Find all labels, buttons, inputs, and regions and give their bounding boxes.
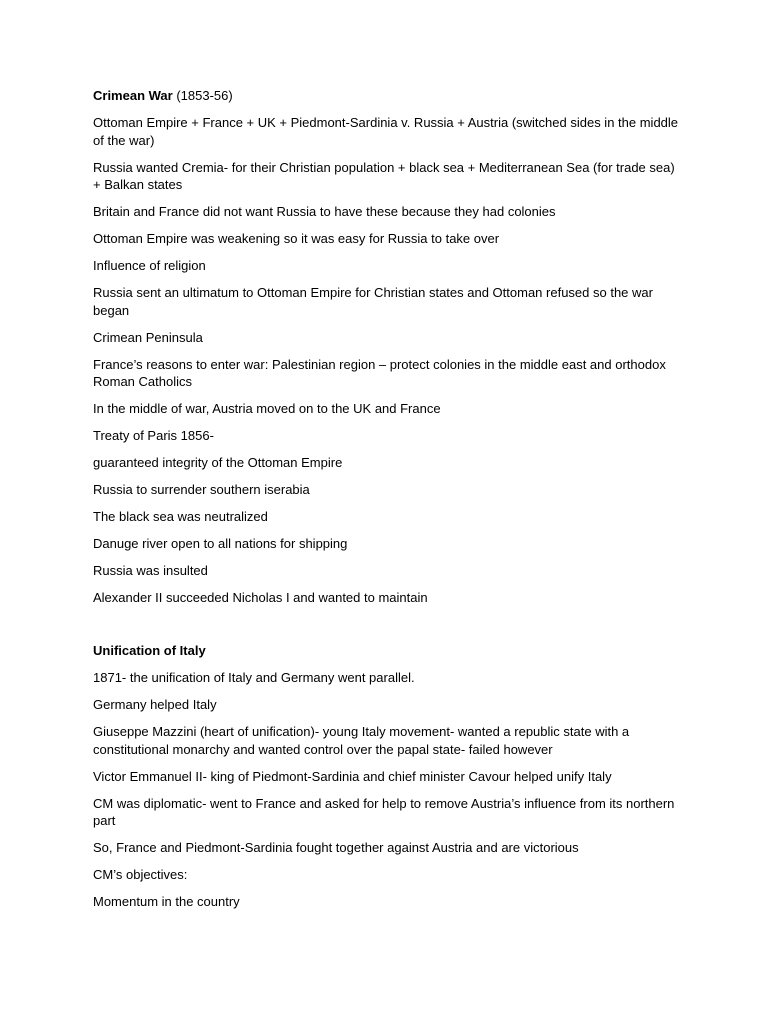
document-page	[93, 87, 683, 920]
paragraph: The black sea was neutralized	[93, 509, 268, 524]
paragraph: Momentum in the country	[93, 894, 240, 909]
paragraph: Giuseppe Mazzini (heart of unification)- young Italy movement- wanted a republic state with a constitutional monarchy and wanted control over the papal state- failed however	[93, 724, 630, 757]
paragraph: In the middle of war, Austria moved on to the UK and France	[93, 401, 441, 416]
paragraph: CM’s objectives:	[93, 867, 188, 882]
paragraph: CM was diplomatic- went to France and asked for help to remove Austria’s influence from its northern part	[93, 795, 675, 828]
paragraph: Danuge river open to all nations for shipping	[93, 536, 348, 551]
paragraph: Crimean Peninsula	[93, 329, 203, 345]
paragraph: Russia was insulted	[93, 563, 208, 578]
paragraph: France’s reasons to enter war: Palestinian region – protect colonies in the middle east and orthodox Roman Catholics	[93, 356, 666, 389]
paragraph: guaranteed integrity of the Ottoman Empire	[93, 455, 343, 470]
section-title: Crimean War	[93, 88, 173, 103]
paragraph: Victor Emmanuel II- king of Piedmont-Sardinia and chief minister Cavour helped unify Italy	[93, 768, 612, 784]
section-heading-unification-of-italy	[93, 642, 683, 660]
paragraph: Germany helped Italy	[93, 697, 217, 712]
paragraph: Britain and France did not want Russia to have these because they had colonies	[93, 204, 556, 219]
paragraph: 1871- the unification of Italy and Germany went parallel.	[93, 670, 415, 685]
section-title-dates: (1853-56)	[172, 88, 233, 103]
paragraph: So, France and Piedmont-Sardinia fought together against Austria and are victorious	[93, 840, 579, 855]
paragraph: Treaty of Paris 1856-	[93, 428, 214, 443]
section-heading-crimean-war	[93, 87, 683, 105]
paragraph: Russia to surrender southern iserabia	[93, 482, 310, 497]
paragraph: Ottoman Empire + France + UK + Piedmont-Sardinia v. Russia + Austria (switched sides in the middle of the war)	[93, 115, 679, 148]
paragraph: Alexander II succeeded Nicholas I and wanted to maintain	[93, 590, 428, 605]
paragraph: Ottoman Empire was weakening so it was easy for Russia to take over	[93, 231, 500, 246]
section-spacer	[93, 616, 683, 642]
section-title: Unification of Italy	[93, 643, 206, 658]
paragraph: Influence of religion	[93, 258, 206, 273]
paragraph: Russia sent an ultimatum to Ottoman Empire for Christian states and Ottoman refused so the war began	[93, 285, 653, 318]
paragraph: Russia wanted Cremia- for their Christian population + black sea + Mediterranean Sea (for trade sea) + Balkan states	[93, 159, 675, 192]
